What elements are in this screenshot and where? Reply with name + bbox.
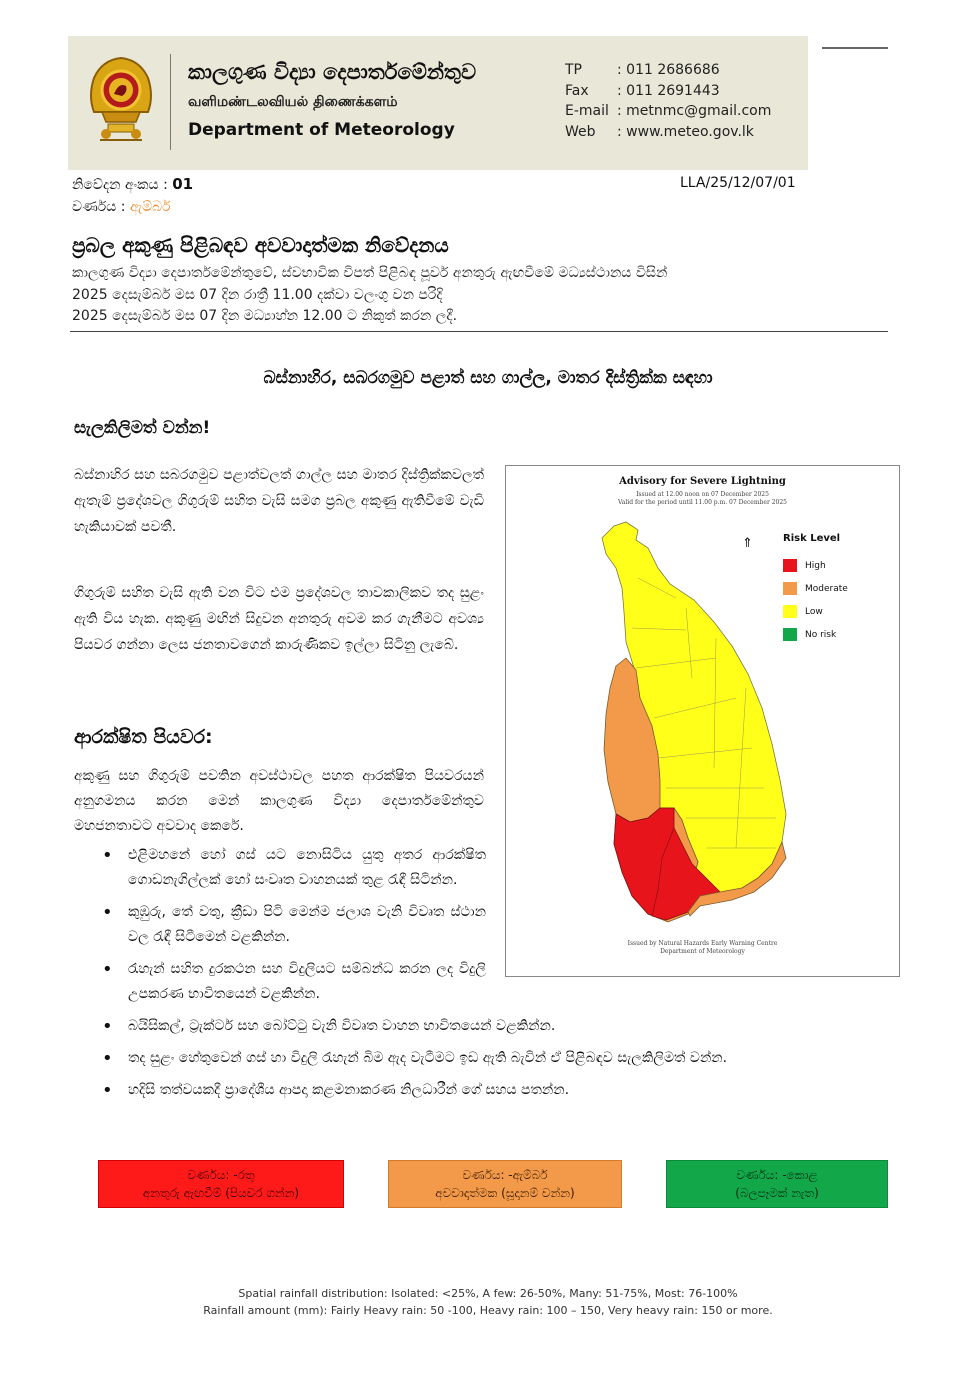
north-arrow-icon: ⇑	[742, 536, 753, 551]
legend-swatch	[783, 605, 797, 618]
contact-fax: Fax : 011 2691443	[565, 82, 720, 99]
footer-distribution-note: Spatial rainfall distribution: Isolated: <25%, A few: 26-50%, Many: 51-75%, Most: 76-100%	[238, 1287, 738, 1300]
reference-number: LLA/25/12/07/01	[680, 175, 796, 191]
title-divider	[70, 331, 888, 332]
lightning-risk-map	[505, 465, 900, 977]
list-item: • තද සුළං හේතුවෙන් ගස් හා විදුලි රැහැන් බිම ඇද වැටීමට ඉඩ ඇති බැවින් ඒ පිළිබඳව සැලකිලිමත් වන්න.	[96, 1046, 886, 1071]
notice-number: නිවේදන අංකය : 01	[72, 175, 194, 193]
legend-swatch	[783, 559, 797, 572]
legend-swatch	[783, 628, 797, 641]
scale-red: වර්ණය: -රතු අනතුරු ඇඟවීම් (පියවර ගන්න)	[98, 1160, 344, 1208]
org-name-english: Department of Meteorology	[188, 120, 455, 140]
scale-green: වර්ණය: -කොළ (බලපෑමක් නැත)	[666, 1160, 888, 1208]
footer-rainfall-note: Rainfall amount (mm): Fairly Heavy rain: 50 -100, Heavy rain: 100 – 150, Very heavy rain: 150 or more.	[203, 1304, 773, 1317]
issued-info	[72, 263, 667, 328]
map-title: Advisory for Severe Lightning	[619, 476, 786, 487]
region-subtitle: බස්නාහිර, සබරගමුව පළාත් සහ ගාල්ල, මාතර දිස්ත්‍රික්ක සඳහා	[263, 368, 713, 388]
header-rule	[822, 47, 888, 49]
legend-item-high: High	[783, 554, 848, 577]
org-name-tamil: வளிமண்டலவியல் திணைக்களம்	[188, 94, 398, 110]
list-item: • හදිසි තත්වයකදී ප්‍රාදේශීය ආපදා කළමනාකරණ නිලධාරීන් ගේ සහය පතන්න.	[96, 1078, 886, 1103]
legend-item-low: Low	[783, 600, 848, 623]
contact-phone: TP : 011 2686686	[565, 62, 720, 78]
paragraph-advice: ගිගුරුම් සහිත වැසි ඇති වන විට එම ප්‍රදේශවල තාවකාලිකව තද සුළං ඇති විය හැක. අකුණු මඟින් සිදුවන අනතුරු අවම කර ගැනීමට අවශ්‍ය පියවර ගන්නා ලෙස ජනතාවගෙන් කාරුණිකව ඉල්ලා සිටිනු ලැබේ.	[74, 585, 484, 653]
precautions-heading: ආරක්ෂිත පියවර:	[74, 726, 213, 748]
list-item: • බයිසිකල්, ට්‍රැක්ටර් සහ බෝට්ටු වැනි විවෘත වාහන භාවිතයෙන් වළකින්න.	[96, 1014, 886, 1039]
legend-item-no-risk: No risk	[783, 623, 848, 646]
legend-title: Risk Level	[783, 533, 841, 544]
sri-lanka-emblem-logo	[86, 52, 156, 146]
contact-web[interactable]: Web : www.meteo.gov.lk	[565, 123, 754, 140]
map-validity: Issued at 12.00 noon on 07 December 2025 Valid for the period until 11.00 p.m. 07 December 2025	[618, 491, 787, 506]
list-item: • එළිමහනේ හෝ ගස් යට නොසිටිය යුතු අතර ආරක්ෂිත ගොඩනැගිල්ලක් හෝ සංවෘත වාහනයක් තුළ රැඳී සිටින්න.	[96, 843, 486, 893]
notice-title: ප්‍රබල අකුණු පිළිබඳව අවවාදාත්මක නිවේදනය	[72, 233, 449, 257]
list-item: • කුඹුරු, තේ වතු, ක්‍රීඩා පිටි මෙන්ම ජලාශ වැනි විවෘත ස්ථාන වල රැඳී සිටීමෙන් වළකින්න.	[96, 900, 486, 950]
map-legend	[783, 554, 848, 646]
header-divider	[170, 54, 171, 150]
issued-line: 2025 දෙසැම්බර් මස 07 දින මධ්‍යාහ්න 12.00 ට නිකුත් කරන ලදී.	[72, 308, 458, 324]
issued-line: කාලගුණ විද්‍යා දෙපාර්තමේන්තුවේ, ස්වභාවික විපත් පිළිබඳ පූර්ව අනතුරු ඇඟවීමේ මධ්‍යස්ථානය විසින්	[72, 265, 668, 281]
scale-amber: වර්ණය: -ඇම්බර් අවවාදාත්මක (සූදානම් වන්න)	[388, 1160, 622, 1208]
notice-colour: වර්ණය : ඇම්බර්	[72, 199, 171, 215]
alert-heading: සැලකිලිමත් වන්න!	[74, 418, 211, 438]
legend-swatch	[783, 582, 797, 595]
issued-line: 2025 දෙසැම්බර් මස 07 දින රාත්‍රී 11.00 දක්වා වලංගු වන පරිදි	[72, 286, 443, 303]
precautions-intro: අකුණු සහ ගිගුරුම් පවතින අවස්ථාවල පහත ආරක්ෂිත පියවරයන් අනුගමනය කරන මෙන් කාලගුණ විද්‍යා දෙපාර්තමේන්තුව මහජනතාවට අවවාද කෙරේ.	[74, 768, 484, 834]
list-item: • රැහැන් සහිත දුරකථන සහ විදුලියට සම්බන්ධ කරන ලද විදුලි උපකරණ භාවිතයෙන් වළකින්න.	[96, 957, 486, 1007]
contact-email[interactable]: E-mail : metnmc@gmail.com	[565, 103, 772, 119]
org-name-sinhala: කාලගුණ විද්‍යා දෙපාර්තමේන්තුව	[188, 60, 477, 84]
map-footer: Issued by Natural Hazards Early Warning Centre Department of Meteorology	[627, 940, 778, 955]
legend-item-moderate: Moderate	[783, 577, 848, 600]
contact-block	[565, 60, 771, 142]
paragraph-risk: බස්නාහිර සහ සබරගමුව පළාත්වලත් ගාල්ල සහ මාතර දිස්ත්‍රික්කවලත් ඇතැම් ප්‍රදේශවල ගිගුරුම් සහිත වැසි සමග ප්‍රබල අකුණු ඇතිවීමේ වැඩි හැකියාවක් පවතී.	[74, 467, 484, 535]
